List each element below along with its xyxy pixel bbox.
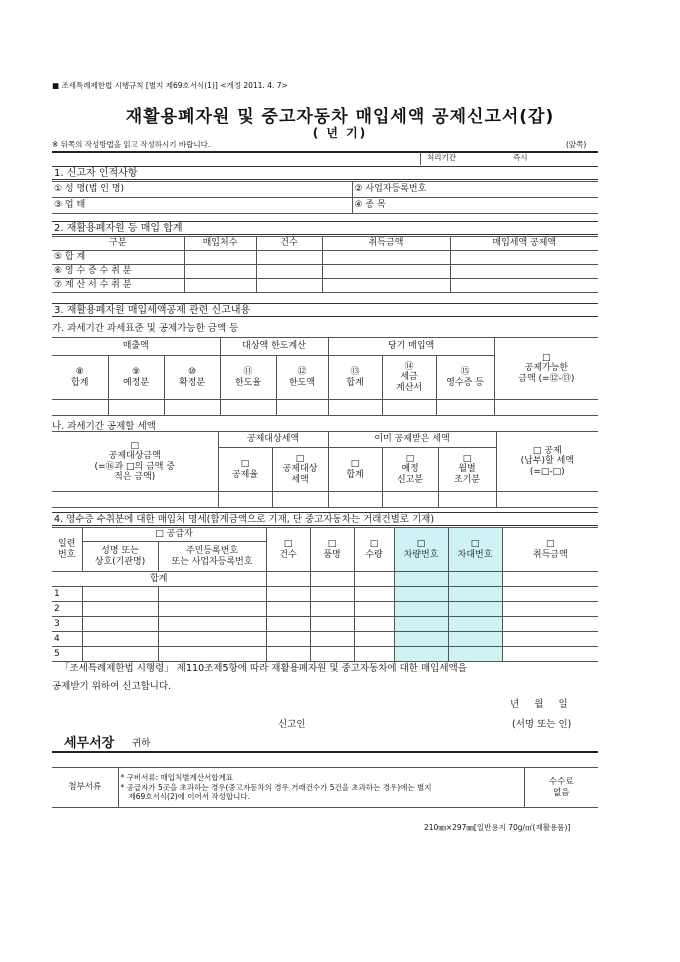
cell[interactable]	[266, 632, 310, 647]
box-mark: □	[240, 459, 250, 470]
cell[interactable]	[184, 279, 256, 293]
box-mark: □	[295, 453, 305, 464]
cell[interactable]	[448, 602, 502, 617]
box-mark: □	[369, 539, 379, 550]
cell[interactable]	[394, 617, 448, 632]
item-field[interactable]	[352, 198, 598, 214]
col-sales-final	[164, 356, 220, 400]
possible-amount-label: 공제가능한 금액 (=⑫-⑬)	[518, 363, 575, 384]
col-serial: 일련 번호	[52, 528, 82, 572]
box-mark: □	[130, 440, 139, 451]
cell[interactable]	[184, 265, 256, 279]
cell[interactable]	[502, 602, 598, 617]
col-preliminary	[382, 448, 438, 492]
cell[interactable]	[450, 251, 598, 265]
cell[interactable]	[394, 632, 448, 647]
cell[interactable]	[448, 617, 502, 632]
box-mark: □	[462, 453, 472, 464]
box-mark: □	[283, 539, 293, 550]
row-total: ⑤ 합 계	[52, 251, 184, 265]
label: 합계	[346, 377, 364, 388]
box-mark: □	[327, 539, 337, 550]
label: 공제대상 세액	[282, 464, 318, 485]
cell[interactable]	[436, 400, 494, 416]
cell[interactable]	[394, 602, 448, 617]
biztype-field[interactable]	[52, 198, 352, 214]
cell[interactable]	[322, 265, 450, 279]
cell[interactable]	[82, 587, 158, 602]
cell[interactable]	[502, 632, 598, 647]
box-mark: □	[416, 539, 426, 550]
box-mark: □	[542, 352, 551, 363]
col-limit-amount	[276, 356, 328, 400]
attachment-table	[52, 767, 598, 808]
cell[interactable]	[82, 617, 158, 632]
processing-value: 즉시	[513, 153, 528, 162]
label: 확정분	[178, 377, 206, 388]
front-label: (앞쪽)	[566, 140, 587, 149]
attach-line-1: * 구비서류: 매입처별계산서합계표	[120, 772, 233, 782]
cell[interactable]	[328, 492, 382, 508]
col-acquire-amount	[502, 528, 598, 572]
cell[interactable]	[256, 279, 322, 293]
purchase-total-table	[52, 236, 598, 293]
box-mark: □	[350, 459, 360, 470]
name-field[interactable]	[52, 182, 352, 198]
cell[interactable]	[164, 400, 220, 416]
cell[interactable]	[450, 265, 598, 279]
col-count	[266, 528, 310, 572]
cell[interactable]	[328, 400, 382, 416]
instruction: ※ 뒤쪽의 작성방법을 읽고 작성하시기 바랍니다.	[52, 140, 211, 149]
row-number: 1	[52, 587, 82, 602]
cell[interactable]	[382, 400, 436, 416]
cell[interactable]	[502, 572, 598, 587]
tax-office: 세무서장	[64, 736, 115, 751]
col-already-total	[328, 448, 382, 492]
cell[interactable]	[438, 492, 496, 508]
cell[interactable]	[354, 587, 394, 602]
col-vehicle-no	[394, 528, 448, 572]
deduct-tax-group: 공제대상세액	[218, 432, 328, 448]
cell[interactable]	[502, 617, 598, 632]
tax-base-table	[52, 337, 598, 416]
attach-line-3: 제69호서식(2)에 이어서 작성합니다.	[128, 792, 251, 802]
cell[interactable]	[158, 632, 266, 647]
col-monthly	[438, 448, 496, 492]
cell[interactable]	[310, 617, 354, 632]
col-product	[310, 528, 354, 572]
box-mark: □	[546, 539, 555, 550]
label: 품명	[323, 549, 341, 560]
section3b-title: 나. 과세기간 공제할 세액	[52, 421, 156, 432]
fee-cell	[524, 768, 598, 808]
label: 차대번호	[457, 549, 493, 560]
section3-title: 3. 재활용폐자원 매입세액공제 관련 신고내용	[52, 303, 598, 317]
cell[interactable]	[158, 602, 266, 617]
col-receipt	[436, 356, 494, 400]
cell[interactable]	[220, 400, 276, 416]
name-label: ① 성 명(법 인 명)	[54, 184, 125, 195]
cell[interactable]	[448, 587, 502, 602]
signature-field[interactable]: (서명 또는 인)	[512, 719, 572, 730]
applicant-table	[52, 181, 598, 214]
cell[interactable]	[310, 587, 354, 602]
num: ⑧	[75, 367, 84, 378]
col-supplier-count: 매입처수	[184, 237, 256, 251]
cell[interactable]	[272, 492, 328, 508]
cell[interactable]	[354, 572, 394, 587]
cell[interactable]	[218, 492, 272, 508]
label: 취득금액	[532, 549, 568, 560]
section1-title: 1. 신고자 인적사항	[52, 166, 598, 180]
cell[interactable]	[394, 572, 448, 587]
target-amount-header	[52, 432, 218, 492]
paper-spec: 210㎜×297㎜[일반용지 70g/㎡(재활용품)]	[424, 823, 571, 832]
col-purchase-total	[328, 356, 382, 400]
already-group: 이미 공제받은 세액	[328, 432, 496, 448]
col-rate	[218, 448, 272, 492]
attach-label: 첨부서류	[52, 768, 118, 808]
biztype-label: ③ 업 태	[54, 200, 86, 211]
cell[interactable]	[496, 492, 598, 508]
item-label: ④ 종 목	[354, 200, 386, 211]
cell[interactable]	[394, 587, 448, 602]
row-receipt: ⑥ 영 수 증 수 취 분	[52, 265, 184, 279]
cell[interactable]	[448, 572, 502, 587]
final-tax-header: □ 공제 (납부)할 세액 (=□-□)	[496, 432, 598, 492]
label: 건수	[279, 549, 297, 560]
form-source: ■ 조세특례제한법 시행규칙 [별지 제69호서식(1)] <개정 2011. 4. 7>	[52, 81, 288, 90]
label: 영수증 등	[446, 377, 484, 388]
col-sales-total	[52, 356, 108, 400]
label: 월별 조기분	[453, 464, 481, 485]
form-title: 재활용폐자원 및 중고자동차 매입세액 공제신고서(갑)	[125, 107, 555, 127]
period: ( 년 기)	[312, 126, 368, 140]
col-tax-invoice	[382, 356, 436, 400]
declaration-date[interactable]: 년 월 일	[510, 699, 568, 710]
attach-line-2: * 공급자가 5곳을 초과하는 경우(중고자동차의 경우 거래건수가 5건을 초과하는 경우)에는 별지	[120, 782, 432, 792]
row-number: 5	[52, 647, 82, 662]
col-supplier-name: 성명 또는 상호(기관명)	[82, 542, 158, 572]
cell[interactable]	[266, 602, 310, 617]
label: 수량	[365, 549, 383, 560]
cell[interactable]	[322, 251, 450, 265]
cell[interactable]	[494, 400, 598, 416]
cell[interactable]	[502, 587, 598, 602]
cell[interactable]	[354, 617, 394, 632]
deduct-tax-table	[52, 431, 598, 508]
possible-amount-header	[494, 338, 598, 400]
supplier-table	[52, 527, 598, 662]
col-quantity	[354, 528, 394, 572]
bizno-field[interactable]	[352, 182, 598, 198]
cell[interactable]	[82, 602, 158, 617]
cell[interactable]	[256, 251, 322, 265]
cell[interactable]	[310, 632, 354, 647]
cell[interactable]	[184, 251, 256, 265]
cell[interactable]	[82, 632, 158, 647]
num: ⑨	[131, 367, 141, 378]
label: 예정 신고분	[396, 464, 424, 485]
row-number: 2	[52, 602, 82, 617]
num: ⑪	[243, 367, 253, 378]
cell[interactable]	[266, 572, 310, 587]
cell[interactable]	[448, 632, 502, 647]
cell[interactable]	[354, 632, 394, 647]
cell[interactable]	[256, 265, 322, 279]
row-total-label: 합계	[52, 572, 266, 587]
cell[interactable]	[354, 602, 394, 617]
label: 예정분	[122, 377, 150, 388]
reporter-label: 신고인	[278, 719, 306, 730]
col-category: 구분	[52, 237, 184, 251]
bizno-label: ② 사업자등록번호	[354, 184, 427, 195]
cell[interactable]	[52, 400, 108, 416]
box-mark: □	[470, 539, 480, 550]
section3a-title: 가. 과세기간 과세표준 및 공제가능한 금액 등	[52, 323, 239, 334]
cell[interactable]	[310, 602, 354, 617]
box-mark: □	[405, 453, 415, 464]
cell[interactable]	[266, 587, 310, 602]
group-purchase: 당기 매입액	[328, 338, 494, 356]
cell[interactable]	[158, 617, 266, 632]
fee-label: 수수료	[548, 776, 574, 787]
declaration-text-1: 「조세특례제한법 시행령」 제110조제5항에 따라 재활용폐자원 및 중고자동차에 대한 매입세액을	[60, 663, 467, 674]
honorific: 귀하	[132, 738, 151, 749]
cell[interactable]	[450, 279, 598, 293]
cell[interactable]	[158, 587, 266, 602]
col-count: 건수	[256, 237, 322, 251]
col-acquire-amount: 취득금액	[322, 237, 450, 251]
fee-value: 없음	[553, 787, 570, 798]
label: 세금 계산서	[396, 372, 423, 393]
section4-title: 4. 영수증 수취분에 대한 매입처 명세(합계금액으로 기재, 단 중고자동차는 거래건별로 기재)	[52, 512, 598, 526]
col-supplier-id: 주민등록번호 또는 사업자등록번호	[158, 542, 266, 572]
row-number: 4	[52, 632, 82, 647]
col-chassis-no	[448, 528, 502, 572]
num: ⑫	[297, 367, 307, 378]
cell[interactable]	[276, 400, 328, 416]
supplier-group: □ 공급자	[82, 528, 266, 542]
num: ⑬	[350, 367, 360, 378]
processing-label: 처리기간	[427, 153, 456, 162]
col-limit-rate	[220, 356, 276, 400]
cell[interactable]	[266, 617, 310, 632]
group-sales: 매출액	[52, 338, 220, 356]
declaration-text-2: 공제받기 위하여 신고합니다.	[52, 681, 172, 692]
label: 공제율	[231, 469, 259, 480]
col-deduct-amount: 매입세액 공제액	[450, 237, 598, 251]
row-invoice: ⑦ 계 산 서 수 취 분	[52, 279, 184, 293]
cell[interactable]	[52, 492, 218, 508]
row-number: 3	[52, 617, 82, 632]
num: ⑮	[460, 367, 470, 378]
label: 한도액	[288, 377, 316, 388]
group-limit: 대상액 한도계산	[220, 338, 328, 356]
cell[interactable]	[382, 492, 438, 508]
cell[interactable]	[108, 400, 164, 416]
label: 차량번호	[403, 549, 439, 560]
cell[interactable]	[322, 279, 450, 293]
label: 합계	[71, 377, 89, 388]
col-sales-preliminary	[108, 356, 164, 400]
cell[interactable]	[502, 647, 598, 662]
col-target-tax	[272, 448, 328, 492]
num: ⑭	[404, 361, 414, 372]
num: ⑩	[187, 367, 197, 378]
section2-title: 2. 재활용폐자원 등 매입 합계	[52, 221, 598, 235]
attach-content	[118, 768, 524, 808]
target-amount-label: 공제대상금액 (=⑯과 □의 금액 중 적은 금액)	[94, 451, 176, 482]
label: 한도율	[234, 377, 262, 388]
label: 합계	[346, 469, 364, 480]
processing-box	[420, 152, 599, 165]
cell[interactable]	[310, 572, 354, 587]
